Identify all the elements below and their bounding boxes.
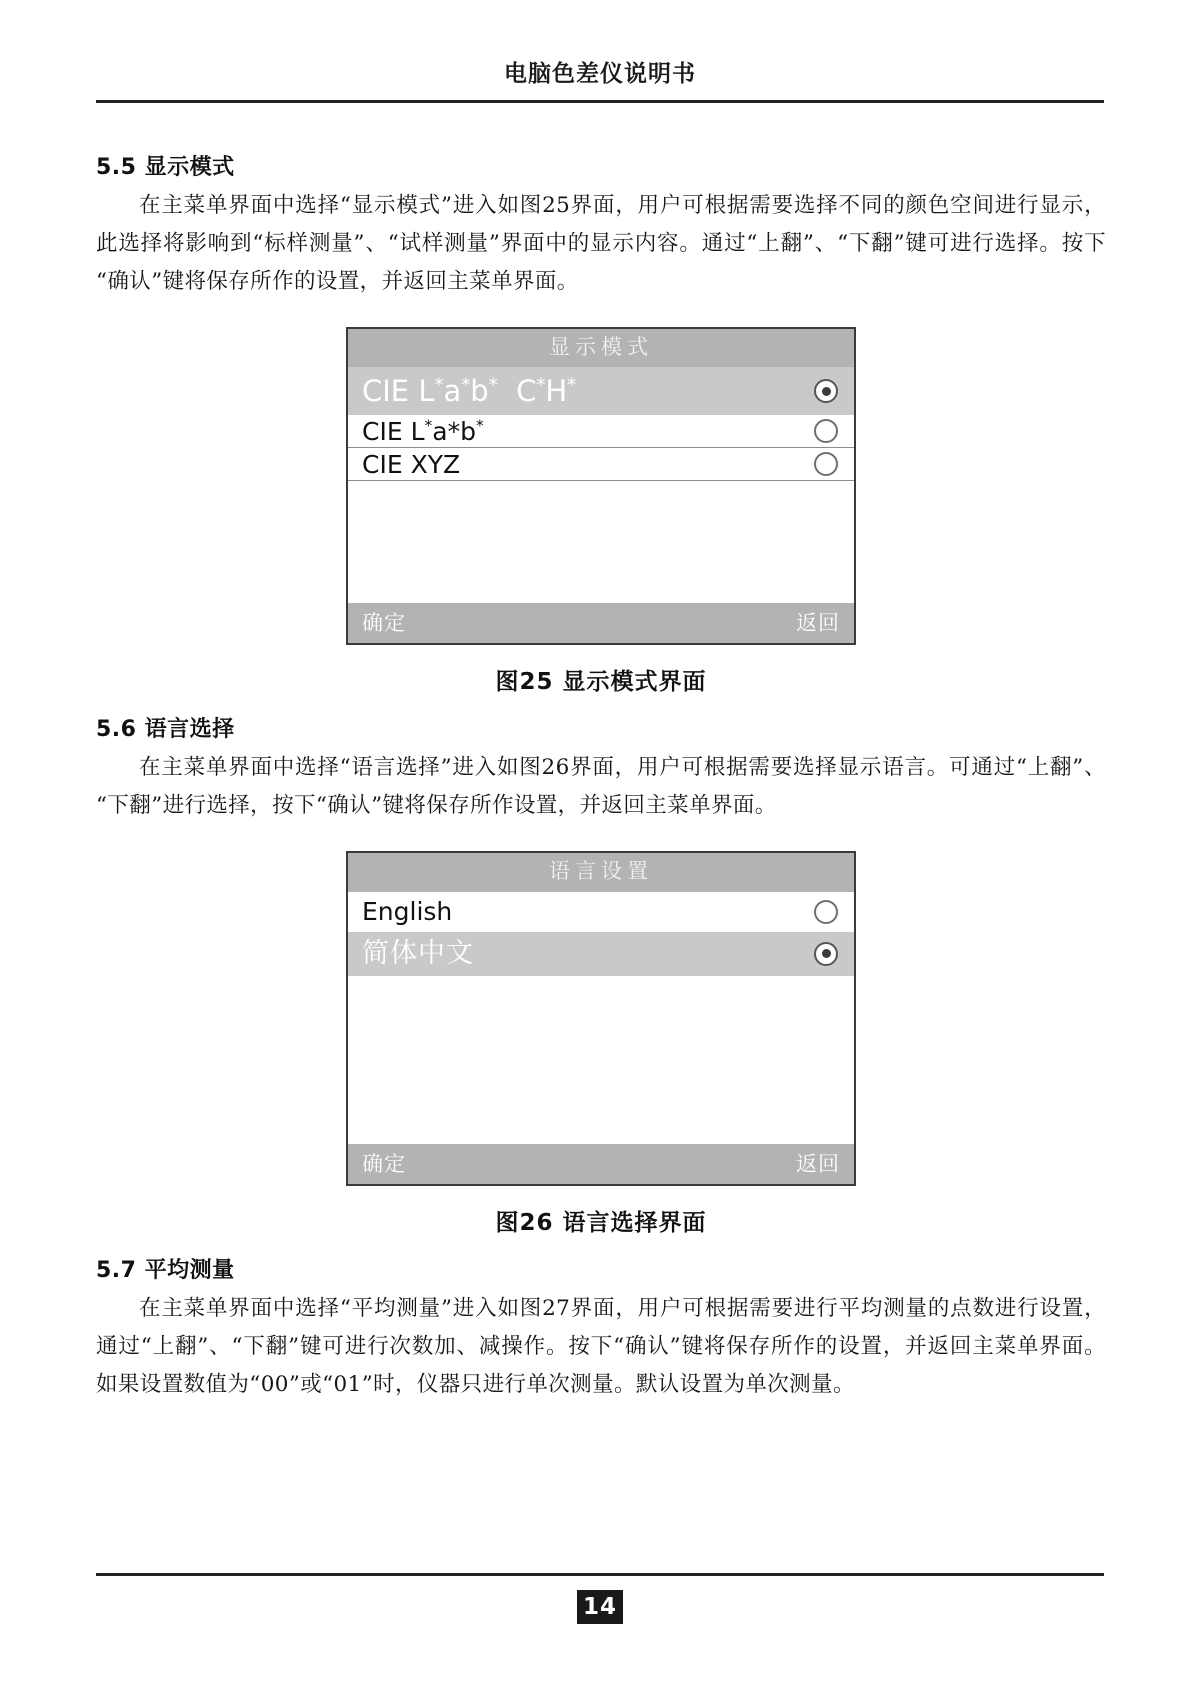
lcd-option-row-english[interactable] — [348, 892, 854, 932]
lcd-option-label: English — [362, 897, 453, 926]
figure-26 — [96, 851, 1106, 1185]
lcd-option-label: CIE L*a*b* — [362, 416, 484, 446]
radio-selected-icon[interactable] — [814, 379, 838, 403]
softkey-back[interactable]: 返回 — [796, 611, 840, 636]
lcd-empty-area — [348, 481, 854, 603]
lcd-option-list-language — [348, 892, 854, 1144]
lcd-empty-area — [348, 976, 854, 1144]
page-footer — [96, 1573, 1104, 1624]
lcd-softkey-bar-language — [348, 1144, 854, 1184]
lcd-screen-language — [346, 851, 856, 1185]
lcd-option-row-cie-lab[interactable] — [348, 415, 854, 448]
lcd-option-list-display-mode — [348, 367, 854, 603]
page-number: 14 — [577, 1590, 623, 1624]
page-content — [96, 150, 1106, 1404]
lcd-option-row-cie-lab-ch[interactable] — [348, 367, 854, 415]
figure-caption-26: 图26 语言选择界面 — [495, 1209, 707, 1236]
figure-caption-25: 图25 显示模式界面 — [495, 669, 707, 696]
lcd-option-row-cie-xyz[interactable] — [348, 448, 854, 481]
lcd-option-label: CIE L*a*b* C*H* — [362, 373, 577, 408]
page-header — [96, 60, 1104, 103]
figure-25 — [96, 327, 1106, 645]
header-title: 电脑色差仪说明书 — [504, 61, 696, 87]
softkey-confirm[interactable]: 确定 — [362, 1151, 406, 1176]
softkey-back[interactable]: 返回 — [796, 1151, 840, 1176]
section-paragraph-5-7: 在主菜单界面中选择“平均测量”进入如图27界面，用户可根据需要进行平均测量的点数进行设置，通过“上翻”、“下翻”键可进行次数加、减操作。按下“确认”键将保存所作的设置，并返回主菜单界面。如果设置数值为“00”或“01”时，仪器只进行单次测量。默认设置为单次测量。 — [96, 1295, 1106, 1397]
lcd-option-label: 简体中文 — [362, 938, 474, 969]
lcd-title-language: 语言设置 — [348, 853, 854, 891]
section-heading-5-5: 5.5 显示模式 — [96, 155, 235, 180]
radio-unselected-icon[interactable] — [814, 900, 838, 924]
section-heading-5-7: 5.7 平均测量 — [96, 1257, 235, 1283]
softkey-confirm[interactable]: 确定 — [362, 611, 406, 636]
radio-unselected-icon[interactable] — [814, 419, 838, 443]
lcd-screen-display-mode — [346, 327, 856, 645]
radio-unselected-icon[interactable] — [814, 452, 838, 476]
radio-selected-icon[interactable] — [814, 942, 838, 966]
header-divider — [96, 100, 1104, 103]
lcd-title-display-mode: 显示模式 — [348, 329, 854, 367]
lcd-option-row-simplified-chinese[interactable] — [348, 932, 854, 976]
lcd-option-label: CIE XYZ — [362, 449, 461, 479]
footer-divider — [96, 1573, 1104, 1576]
section-heading-5-6: 5.6 语言选择 — [96, 717, 235, 743]
lcd-softkey-bar-display-mode — [348, 603, 854, 643]
section-paragraph-5-6: 在主菜单界面中选择“语言选择”进入如图26界面，用户可根据需要选择显示语言。可通过“上翻”、“下翻”进行选择，按下“确认”键将保存所作设置，并返回主菜单界面。 — [96, 755, 1106, 819]
section-paragraph-5-5: 在主菜单界面中选择“显示模式”进入如图25界面，用户可根据需要选择不同的颜色空间进行显示，此选择将影响到“标样测量”、“试样测量”界面中的显示内容。通过“上翻”、“下翻”键可进行选择。按下“确认”键将保存所作的设置，并返回主菜单界面。 — [96, 193, 1106, 294]
